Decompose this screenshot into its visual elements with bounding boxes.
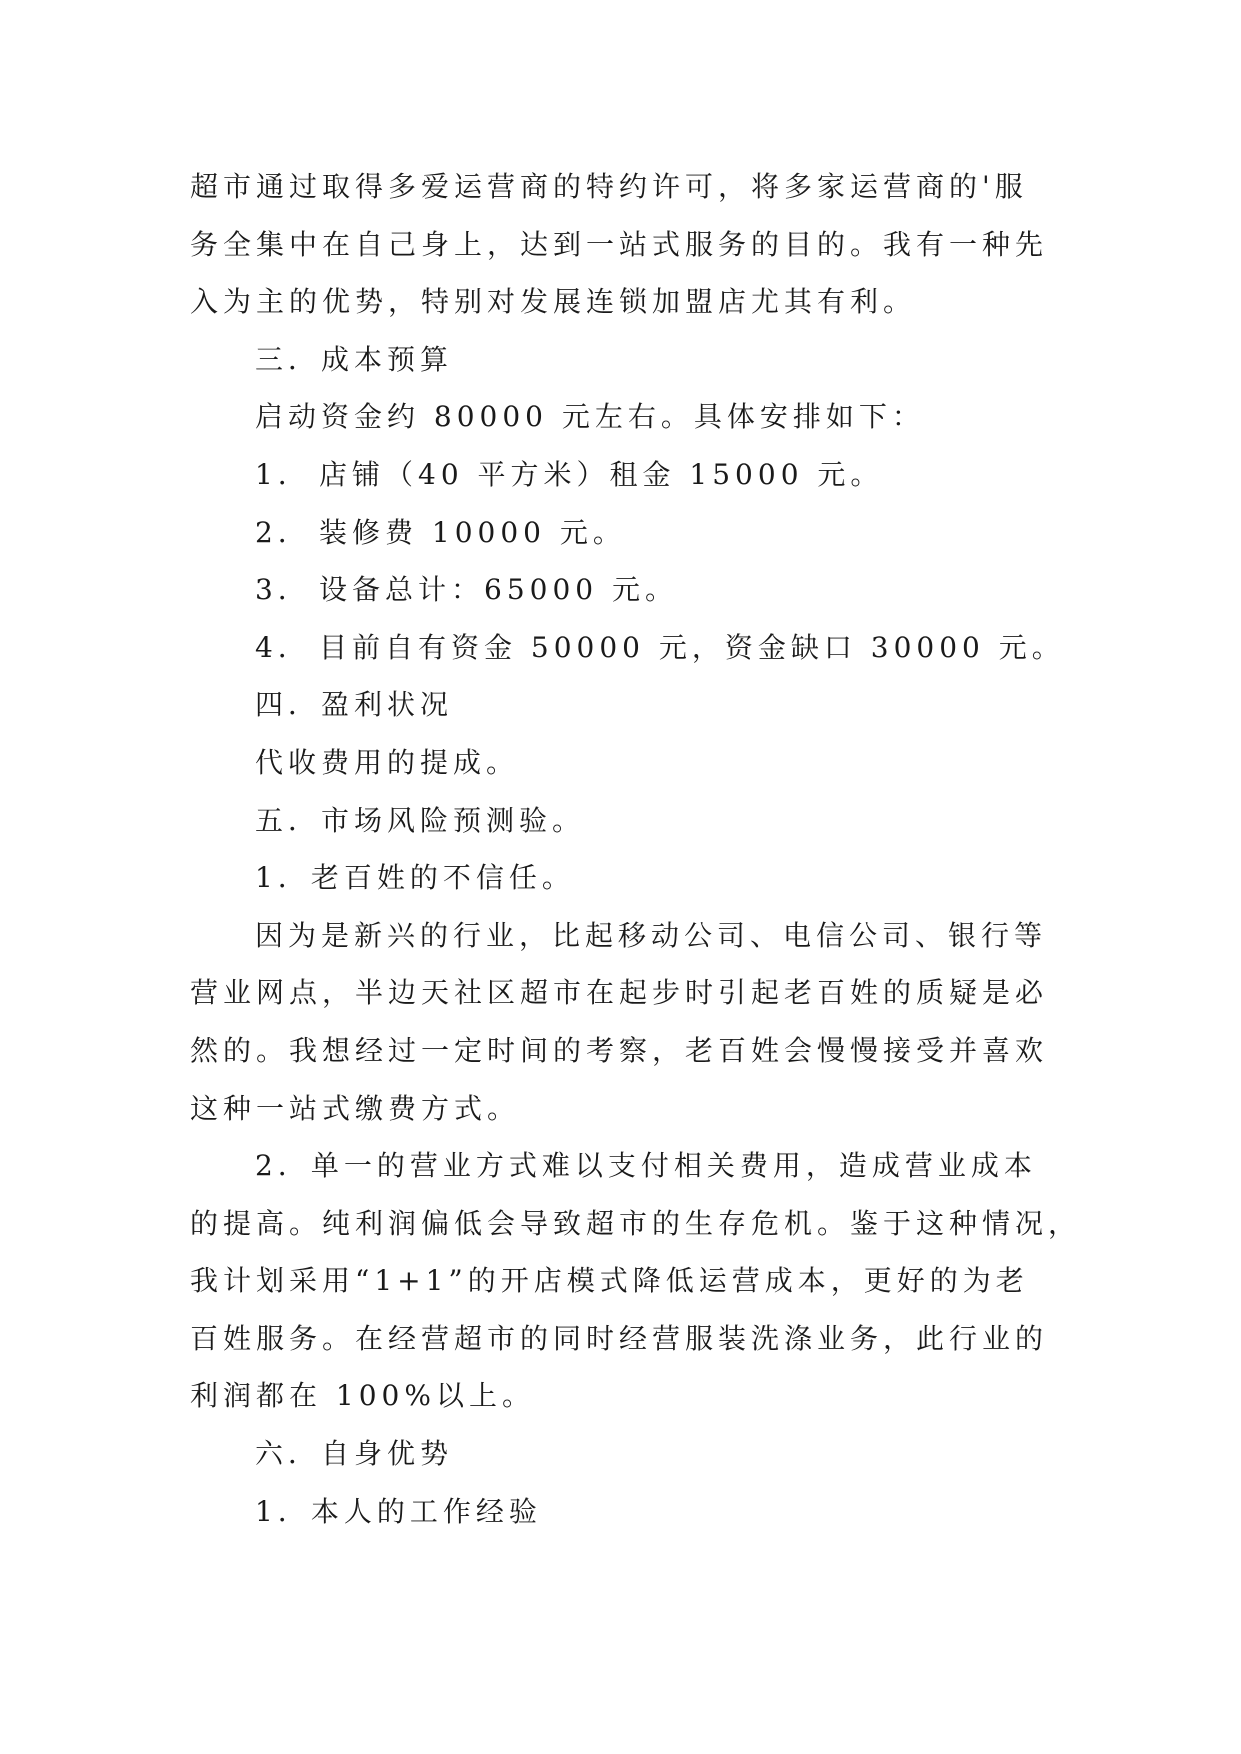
item-number: 3． [255, 573, 311, 607]
document-body [190, 158, 1082, 1540]
paragraph-risk-1 [190, 907, 1052, 1137]
text-line: 入为主的优势，特别对发展连锁加盟店尤其有利。 [190, 285, 917, 319]
text-line: 我计划采用“1+1”的开店模式降低运营成本，更好的为老 [190, 1264, 1029, 1298]
section-heading-risk: 五．市场风险预测验。 [255, 803, 586, 837]
item-text: 设备总计：65000 元。 [319, 573, 678, 607]
text-line: 务全集中在自己身上，达到一站式服务的目的。我有一种先 [190, 227, 1049, 261]
budget-item [190, 504, 1052, 562]
section-heading-advantages: 六．自身优势 [255, 1437, 454, 1471]
paragraph-continuation [190, 158, 1052, 331]
text-line: 利润都在 100%以上。 [190, 1379, 535, 1413]
item-number: 1． [255, 457, 311, 491]
startup-capital-line: 启动资金约 80000 元左右。具体安排如下： [255, 400, 925, 434]
budget-item [190, 446, 1052, 504]
text-line: 因为是新兴的行业，比起移动公司、电信公司、银行等 [255, 918, 1048, 952]
advantage-item-heading: 1．本人的工作经验 [255, 1494, 542, 1528]
risk-item-heading: 1．老百姓的不信任。 [255, 861, 575, 895]
item-number: 2． [255, 515, 311, 549]
section-heading-cost-budget: 三．成本预算 [255, 342, 454, 376]
item-text: 店铺（40 平方米）租金 15000 元。 [319, 457, 884, 491]
text-line: 超市通过取得多爱运营商的特约许可，将多家运营商的'服 [190, 170, 1028, 203]
budget-item [190, 561, 1052, 619]
text-line: 2．单一的营业方式难以支付相关费用，造成营业成本 [255, 1149, 1037, 1183]
section-heading-profit: 四．盈利状况 [255, 688, 454, 722]
text-line: 这种一站式缴费方式。 [190, 1091, 521, 1125]
text-line: 然的。我想经过一定时间的考察，老百姓会慢慢接受并喜欢 [190, 1033, 1049, 1067]
text-line: 百姓服务。在经营超市的同时经营服装洗涤业务，此行业的 [190, 1321, 1049, 1355]
item-text: 装修费 10000 元。 [319, 515, 626, 549]
item-number: 4． [255, 630, 311, 664]
text-line: 营业网点，半边天社区超市在起步时引起老百姓的质疑是必 [190, 976, 1049, 1010]
budget-item [190, 619, 1065, 677]
paragraph-risk-2 [190, 1137, 1082, 1425]
item-text: 目前自有资金 50000 元，资金缺口 30000 元。 [319, 630, 1065, 664]
text-line: 的提高。纯利润偏低会导致超市的生存危机。鉴于这种情况， [190, 1206, 1082, 1240]
profit-text: 代收费用的提成。 [255, 745, 520, 779]
